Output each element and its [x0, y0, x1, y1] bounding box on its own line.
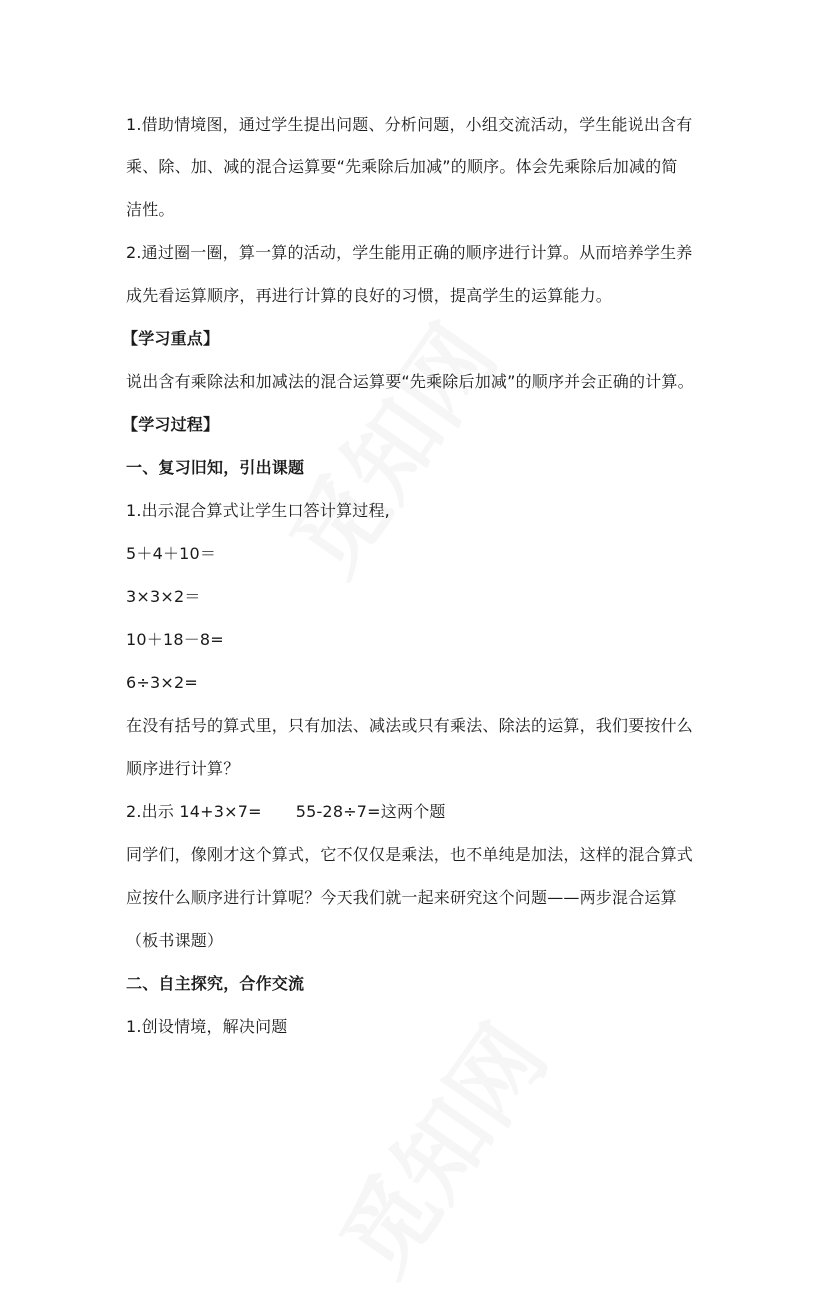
heading-learning-process: 【学习过程】	[122, 415, 220, 434]
expression-2: 3×3×2＝	[126, 587, 201, 606]
section-1-item-1: 1.出示混合算式让学生口答计算过程,	[126, 501, 390, 520]
objective-1-line-1: 1.借助情境图，通过学生提出问题、分析问题，小组交流活动，学生能说出含有	[126, 115, 693, 134]
document-page	[122, 0, 716, 1174]
section-2-item-1: 1.创设情境，解决问题	[126, 1017, 288, 1036]
intro-line-3: （板书课题）	[126, 931, 224, 950]
question-line-2: 顺序进行计算？	[126, 759, 240, 778]
question-line-1: 在没有括号的算式里，只有加法、减法或只有乘法、除法的运算，我们要按什么	[126, 716, 694, 735]
intro-line-2: 应按什么顺序进行计算呢？今天我们就一起来研究这个问题——两步混合运算	[126, 888, 677, 907]
objective-1-line-2: 乘、除、加、减的混合运算要“先乘除后加减”的顺序。体会先乘除后加减的简	[126, 157, 678, 176]
section-1-title: 一、复习旧知，引出课题	[126, 458, 305, 477]
expression-1: 5＋4＋10＝	[126, 544, 217, 563]
objective-2-line-2: 成先看运算顺序，再进行计算的良好的习惯，提高学生的运算能力。	[126, 286, 613, 305]
item-2-expression-b: 55-28÷7=这两个题	[295, 802, 446, 821]
section-1-item-2	[126, 801, 446, 823]
section-2-title: 二、自主探究，合作交流	[126, 974, 305, 993]
objective-2-line-1: 2.通过圈一圈，算一算的活动，学生能用正确的顺序进行计算。从而培养学生养	[126, 243, 693, 262]
item-2-expression-a: 2.出示 14+3×7=	[126, 802, 262, 821]
expression-3: 10＋18－8=	[126, 630, 224, 649]
objective-1-line-3: 洁性。	[126, 200, 175, 219]
heading-learning-focus: 【学习重点】	[122, 329, 220, 348]
intro-line-1: 同学们，像刚才这个算式，它不仅仅是乘法，也不单纯是加法，这样的混合算式	[126, 845, 694, 864]
learning-focus-text: 说出含有乘除法和加减法的混合运算要“先乘除后加减”的顺序并会正确的计算。	[126, 372, 694, 391]
expression-4: 6÷3×2=	[126, 673, 198, 692]
